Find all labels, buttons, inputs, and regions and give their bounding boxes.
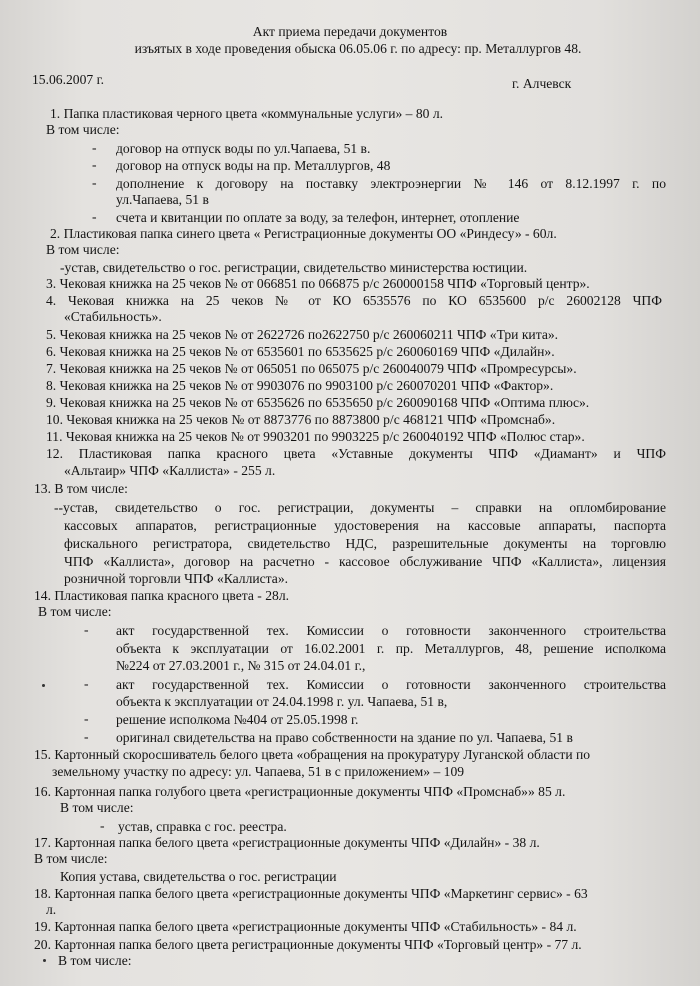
item-2: 2. Пластиковая папка синего цвета « Регистрационные документы ОО «Риндесу» - 60л. [50, 226, 557, 241]
item-10: 10. Чековая книжка на 25 чеков № от 8873776 по 8873800 р/с 468121 ЧПФ «Промснаб». [46, 412, 556, 427]
item-13-para-line1: --устав, свидетельство о гос. регистрации, документы – справки на опломбирование [54, 500, 666, 515]
item-14-sub-b-line1: акт государственной тех. Комиссии о готовности законченного строительства [116, 677, 666, 692]
item-14-sub-a-line3: №224 от 27.03.2001 г., № 315 от 24.04.01 г., [116, 658, 366, 673]
item-1-sub-c-line2: ул.Чапаева, 51 в [116, 192, 209, 207]
item-9: 9. Чековая книжка на 25 чеков № от 6535626 по 6535650 р/с 260090168 ЧПФ «Оптима плюс». [46, 395, 590, 410]
item-16-sub: устав, справка с гос. реестра. [118, 819, 287, 834]
item-13-para-line5: розничной торговли ЧПФ «Каллиста». [64, 571, 289, 586]
item-16: 16. Картонная папка голубого цвета «регистрационные документы ЧПФ «Промснаб»» 85 л. [34, 784, 566, 799]
item-19: 19. Картонная папка белого цвета «регистрационные документы ЧПФ «Стабильность» - 84 л. [34, 919, 577, 934]
bullet-dash: - [84, 676, 89, 691]
item-14-sub-b-line2: объекта к эксплуатации от 24.04.1998 г. ул. Чапаева, 51 в, [116, 694, 448, 709]
item-1-sub-d: счета и квитанции по оплате за воду, за телефон, интернет, отопление [116, 210, 520, 225]
item-13-para-line2: кассовых аппаратов, регистрационные удостоверения на кассовые аппараты, паспорта [64, 518, 666, 533]
item-20: 20. Картонная папка белого цвета регистрационные документы ЧПФ «Торговый центр» - 77 л. [34, 937, 582, 952]
item-14: 14. Пластиковая папка красного цвета - 28л. [34, 588, 290, 603]
item-15-line1: 15. Картонный скоросшиватель белого цвета «обращения на прокуратуру Луганской области по [34, 747, 591, 762]
item-15-line2: земельному участку по адресу: ул. Чапаева, 51 в с приложением» – 109 [52, 764, 465, 779]
item-12-line2: «Альтаир» ЧПФ «Каллиста» - 255 л. [64, 463, 276, 478]
bullet-dash: - [92, 157, 97, 172]
item-14-sub-a-line1: акт государственной тех. Комиссии о готовности законченного строительства [116, 623, 666, 638]
item-13-including: 13. В том числе: [34, 481, 128, 496]
bullet-dash: - [100, 818, 105, 833]
bullet-dash: - [84, 622, 89, 637]
item-11: 11. Чековая книжка на 25 чеков № от 9903201 по 9903225 р/с 260040192 ЧПФ «Полюс стар». [46, 429, 585, 444]
item-17: 17. Картонная папка белого цвета «регистрационные документы ЧПФ «Дилайн» - 38 л. [34, 835, 540, 850]
doc-title-line1: Акт приема передачи документов [252, 24, 448, 39]
item-14-sub-a-line2: объекта к эксплуатации от 16.02.2001 г. пр. Металлургов, 48, решение исполкома [116, 641, 666, 656]
item-14-sub-d: оригинал свидетельства на право собственности на здание по ул. Чапаева, 51 в [116, 730, 573, 745]
bullet-dash: - [84, 711, 89, 726]
item-17-sub: Копия устава, свидетельства о гос. регистрации [60, 869, 337, 884]
item-13-para-line3: фискального регистратора, свидетельство НДС, разрешительные документы на торговлю [64, 536, 666, 551]
item-5: 5. Чековая книжка на 25 чеков № от 2622726 по2622750 р/с 260060211 ЧПФ «Три кита». [46, 327, 559, 342]
doc-title-line2: изъятых в ходе проведения обыска 06.05.06 г. по адресу: пр. Металлургов 48. [134, 41, 582, 56]
item-1-sub-a: договор на отпуск воды по ул.Чапаева, 51 в. [116, 141, 371, 156]
doc-city: г. Алчевск [512, 76, 572, 91]
item-17-including: В том числе: [34, 851, 108, 866]
item-18-line2: л. [46, 902, 57, 917]
item-18-line1: 18. Картонная папка белого цвета «регистрационные документы ЧПФ «Маркетинг сервис» - 63 [34, 886, 588, 901]
item-16-including: В том числе: [60, 800, 134, 815]
item-12-line1: 12. Пластиковая папка красного цвета «Уставные документы ЧПФ «Диамант» и ЧПФ [46, 446, 666, 461]
item-20-including: В том числе: [58, 953, 132, 968]
item-1: 1. Папка пластиковая черного цвета «коммунальные услуги» – 80 л. [50, 106, 444, 121]
scan-speck [43, 959, 46, 962]
item-4-line2: «Стабильность». [64, 309, 162, 324]
item-2-sub: -устав, свидетельство о гос. регистрации, свидетельство министерства юстиции. [60, 260, 528, 275]
item-1-sub-c-line1: дополнение к договору на поставку электроэнергии № 146 от 8.12.1997 г. по [116, 176, 666, 191]
scan-speck [42, 684, 45, 687]
item-1-sub-b: договор на отпуск воды на пр. Металлургов, 48 [116, 158, 391, 173]
doc-date: 15.06.2007 г. [32, 72, 105, 87]
bullet-dash: - [92, 140, 97, 155]
item-2-including: В том числе: [46, 242, 120, 257]
item-13-para-line4: ЧПФ «Каллиста», договор на расчетно - кассовое обслуживание ЧПФ «Каллиста», лицензия [64, 554, 666, 569]
bullet-dash: - [84, 729, 89, 744]
item-14-including: В том числе: [38, 604, 112, 619]
bullet-dash: - [92, 175, 97, 190]
item-8: 8. Чековая книжка на 25 чеков № от 9903076 по 9903100 р/с 260070201 ЧПФ «Фактор». [46, 378, 554, 393]
item-3: 3. Чековая книжка на 25 чеков № от 066851 по 066875 р/с 260000158 ЧПФ «Торговый центр». [46, 276, 590, 291]
item-7: 7. Чековая книжка на 25 чеков № от 065051 по 065075 р/с 260040079 ЧПФ «Промресурсы». [46, 361, 577, 376]
bullet-dash: - [92, 209, 97, 224]
item-1-including: В том числе: [46, 122, 120, 137]
item-6: 6. Чековая книжка на 25 чеков № от 6535601 по 6535625 р/с 260060169 ЧПФ «Дилайн». [46, 344, 555, 359]
item-4-line1: 4. Чековая книжка на 25 чеков № от КО 6535576 по КО 6535600 р/с 26002128 ЧПФ [46, 293, 662, 308]
item-14-sub-c: решение исполкома №404 от 25.05.1998 г. [116, 712, 359, 727]
